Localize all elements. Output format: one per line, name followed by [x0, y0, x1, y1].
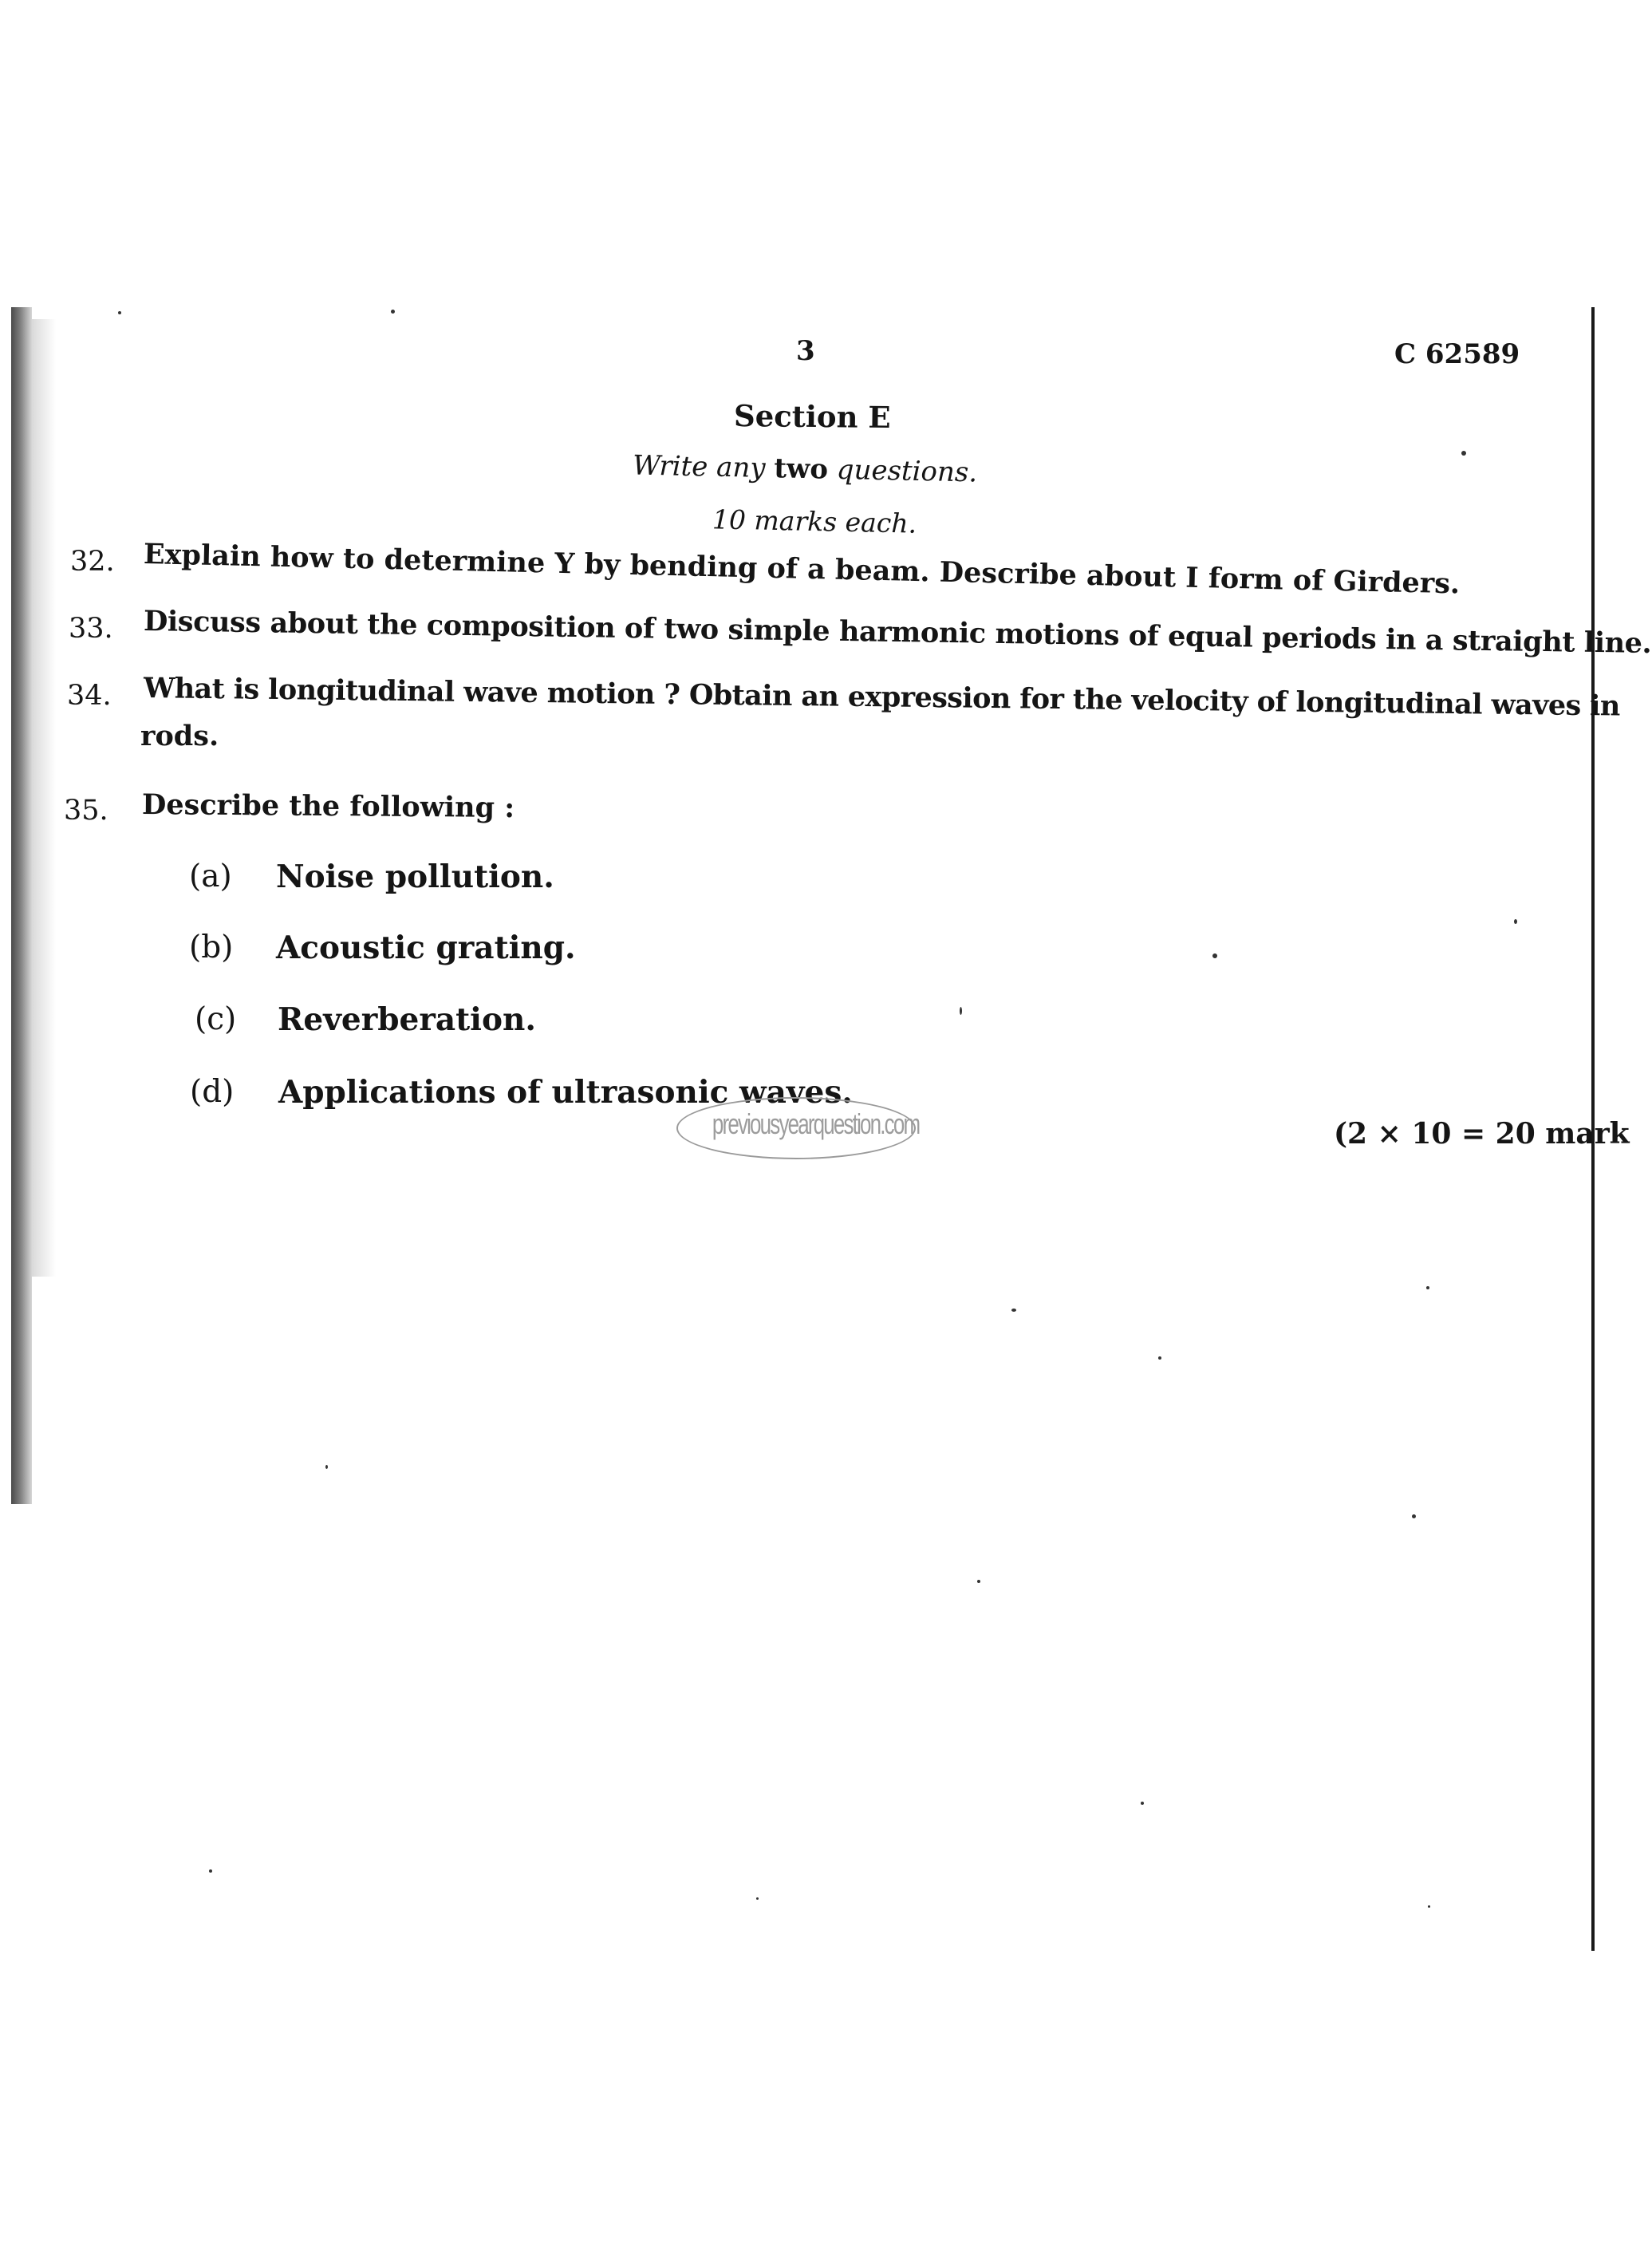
sub-item-label-b: (b) — [189, 930, 234, 965]
question-text-34-continued: rods. — [140, 720, 219, 752]
instruction-count: two — [773, 452, 829, 486]
scan-speck — [1412, 1514, 1416, 1518]
question-text-32: Explain how to determine Y by bending of a beam. Describe about I form of Girders. — [143, 538, 1461, 601]
scan-speck — [391, 310, 395, 314]
page-number: 3 — [796, 335, 815, 367]
sub-item-label-d: (d) — [190, 1074, 235, 1110]
marks-each: 10 marks each. — [712, 503, 917, 539]
scan-speck — [1514, 919, 1517, 924]
scan-speck — [1158, 1356, 1161, 1360]
sub-item-text-d: Applications of ultrasonic waves. — [278, 1074, 853, 1111]
scan-edge-left — [11, 307, 32, 1504]
question-text-34: What is longitudinal wave motion ? Obtain an expression for the velocity of longitudinal waves in — [143, 672, 1620, 723]
question-number-34: 34. — [67, 680, 112, 712]
question-number-35: 35. — [64, 795, 108, 827]
marks-summary: (2 × 10 = 20 mark — [1334, 1117, 1630, 1151]
scan-edge-shadow — [32, 319, 56, 1277]
sub-item-label-a: (a) — [189, 859, 232, 894]
paper-code: C 62589 — [1394, 338, 1520, 370]
section-title: Section E — [733, 397, 891, 436]
scan-speck — [118, 311, 121, 314]
scan-speck — [1428, 1905, 1430, 1908]
scan-speck — [1141, 1802, 1144, 1805]
question-text-35: Describe the following : — [141, 788, 515, 825]
instruction-prefix: Write any — [632, 449, 766, 484]
instruction-suffix: questions. — [836, 453, 978, 489]
question-number-32: 32. — [70, 546, 115, 578]
question-text-33: Discuss about the composition of two simple harmonic motions of equal periods in a straight line. — [143, 605, 1652, 661]
scan-speck — [1011, 1309, 1016, 1312]
scan-speck — [325, 1465, 328, 1469]
sub-item-text-a: Noise pollution. — [276, 859, 554, 895]
sub-item-text-c: Reverberation. — [278, 1001, 536, 1038]
scan-speck — [960, 1007, 962, 1015]
sub-item-text-b: Acoustic grating. — [276, 930, 576, 966]
scan-speck — [1212, 953, 1217, 958]
question-number-33: 33. — [69, 613, 113, 645]
section-instruction — [633, 449, 978, 488]
scan-speck — [1426, 1286, 1429, 1289]
scan-speck — [1461, 451, 1466, 456]
scan-speck — [977, 1580, 980, 1583]
scan-speck — [756, 1897, 759, 1900]
watermark-text: previousyearquestion.com — [712, 1107, 920, 1140]
scan-speck — [209, 1869, 212, 1873]
sub-item-label-c: (c) — [195, 1001, 237, 1037]
